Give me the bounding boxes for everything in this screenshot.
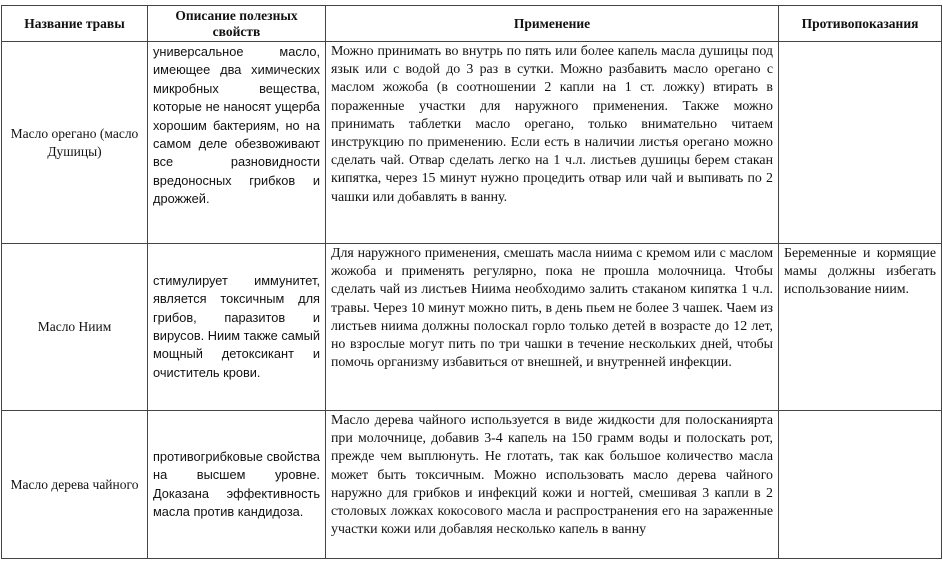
herb-contraindications-cell	[779, 411, 942, 559]
herb-name-cell: Масло Ниим	[2, 244, 148, 411]
header-usage: Применение	[326, 6, 779, 42]
herb-name-cell: Масло орегано (масло Душицы)	[2, 42, 148, 244]
header-properties: Описание полезных свойств	[148, 6, 326, 42]
herb-properties-cell: стимулирует иммунитет, является токсичным для грибов, паразитов и вирусов. Ниим также самый мощный детоксикант и очиститель крови.	[148, 244, 326, 411]
herb-contraindications-cell	[779, 42, 942, 244]
herb-usage-cell: Для наружного применения, смешать масла ниима с кремом или с маслом жожоба и применять регулярно, пока не прошла молочница. Чтобы сделать чай из листьев Ниима необходимо залить стаканом кипятка 1 ч.л. травы. Через 10 минут можно пить, в день пьем не более 3 чашек. Чаем из листьев ниима должны полоскал горло только детей в возрасте до 12 лет, но взрослые могут пить по три чашки в течение нескольких дней, чтобы помочь организму избавиться от внешней, и внутренней инфекции.	[326, 244, 779, 411]
herb-usage-cell: Можно принимать во внутрь по пять или более капель масла душицы под язык или с водой до 3 раз в сутки. Можно разбавить масло орегано с маслом жожоба (в соотношении 2 капли на 1 ст. ложку) втирать в пораженные участки для наружного применения. Также можно принимать таблетки масло орегано, только внимательно читаем инструкцию по применению. Если есть в наличии листья орегано можно сделать чай. Отвар сделать легко на 1 ч.л. листьев душицы берем стакан кипятка, через 15 минут нужно процедить отвар или чай и выпивать по 2 чашки или добавлять в ванну.	[326, 42, 779, 244]
herb-properties-cell: противогрибковые свойства на высшем уровне. Доказана эффективность масла против кандидоза.	[148, 411, 326, 559]
herbs-table	[1, 5, 942, 559]
table-row	[2, 244, 942, 411]
header-contraindications: Противопоказания	[779, 6, 942, 42]
table-row	[2, 42, 942, 244]
herb-contraindications-cell: Беременные и кормящие мамы должны избегать использование ниим.	[779, 244, 942, 411]
table-header-row	[2, 6, 942, 42]
table-row	[2, 411, 942, 559]
herb-properties-cell: универсальное масло, имеющее два химических микробных вещества, которые не наносят ущерба хорошим бактериям, но на самом деле обезвоживают все разновидности вредоносных грибков и дрожжей.	[148, 42, 326, 244]
herb-usage-cell: Масло дерева чайного используется в виде жидкости для полосканиярта при молочнице, добавив 3-4 капель на 150 грамм воды и полоскать рот, прежде чем выплюнуть. Не глотать, так как большое количество масла может быть токсичным. Можно использовать масло дерева чайного наружно для грибков и инфекций кожи и ногтей, смешивая 3 капли в 2 столовых ложках кокосового масла и распространения его на зараженные участки кожи или добавляя несколько капель в ванну	[326, 411, 779, 559]
herb-name-cell: Масло дерева чайного	[2, 411, 148, 559]
header-name: Название травы	[2, 6, 148, 42]
